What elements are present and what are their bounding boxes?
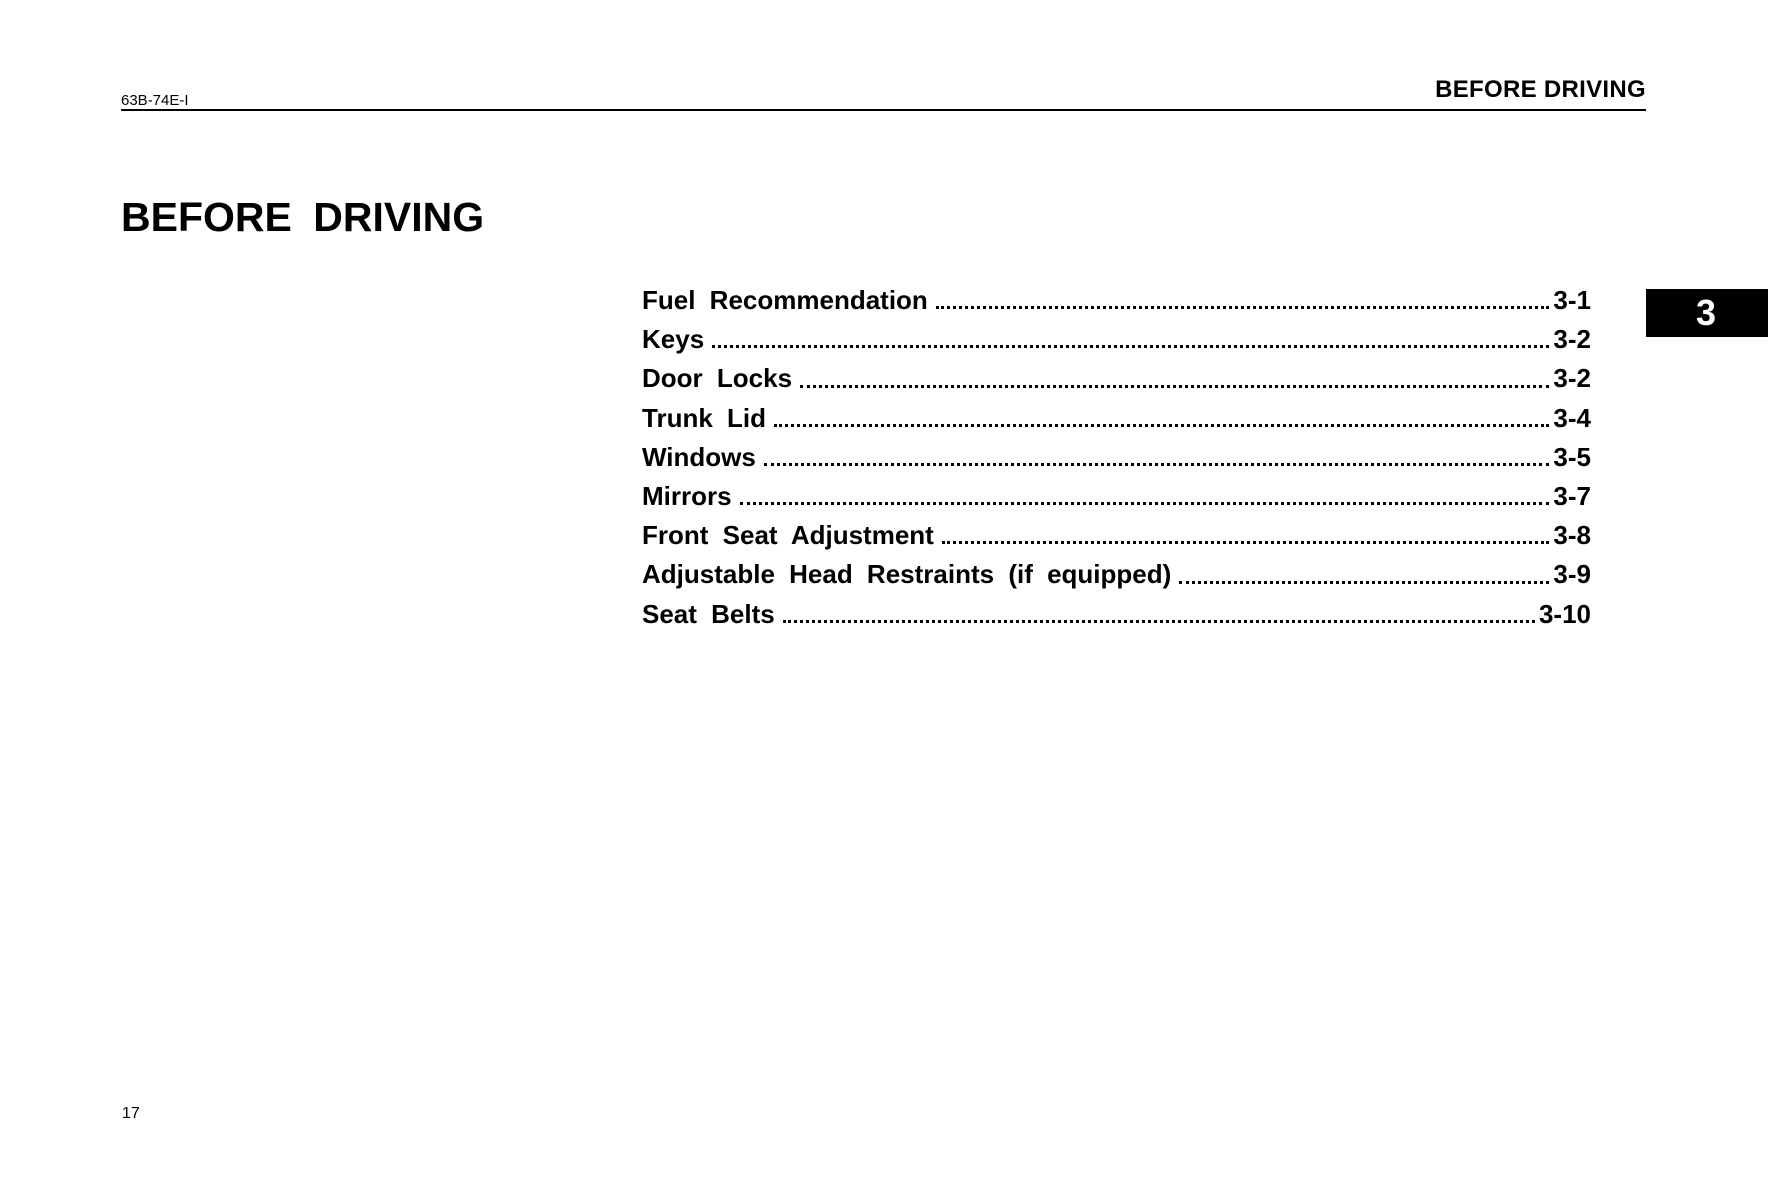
toc-entry-page: 3-9: [1553, 559, 1591, 590]
toc-entry-front-seat-adjustment[interactable]: [642, 520, 1591, 559]
toc-entry-page: 3-1: [1553, 285, 1591, 315]
toc-dot-leader: [800, 385, 1549, 388]
toc-entry-label: Fuel Recommendation: [642, 285, 928, 315]
toc-entry-label: Trunk Lid: [642, 402, 766, 433]
page-number: 17: [122, 1105, 140, 1122]
toc-dot-leader: [712, 345, 1549, 348]
chapter-tab-marker: 3: [1646, 289, 1768, 337]
running-header-title: BEFORE DRIVING: [1435, 76, 1646, 103]
toc-entry-page: 3-5: [1553, 441, 1591, 472]
toc-dot-leader: [764, 463, 1550, 466]
toc-entry-label: Seat Belts: [642, 598, 775, 629]
toc-dot-leader: [1179, 581, 1549, 584]
toc-entry-page: 3-2: [1553, 324, 1591, 355]
toc-entry-page: 3-10: [1538, 598, 1591, 629]
toc-entry-keys[interactable]: [642, 324, 1591, 363]
toc-dot-leader: [740, 502, 1550, 505]
toc-entry-label: Mirrors: [642, 480, 732, 511]
toc-entry-page: 3-4: [1553, 402, 1591, 433]
toc-entry-label: Keys: [642, 324, 705, 355]
toc-entry-mirrors[interactable]: [642, 481, 1591, 520]
chapter-title: BEFORE DRIVING: [121, 194, 485, 240]
toc-entry-seat-belts[interactable]: [642, 599, 1591, 638]
toc-dot-leader: [783, 620, 1535, 623]
table-of-contents: [642, 285, 1591, 638]
toc-dot-leader: [942, 541, 1550, 544]
toc-entry-label: Door Locks: [642, 363, 793, 394]
toc-entry-label: Front Seat Adjustment: [642, 520, 934, 551]
toc-entry-trunk-lid[interactable]: [642, 403, 1591, 442]
toc-entry-page: 3-7: [1553, 480, 1591, 511]
toc-entry-label: Windows: [642, 441, 756, 472]
toc-entry-windows[interactable]: [642, 442, 1591, 481]
document-code: 63B-74E-I: [121, 92, 189, 109]
toc-entry-adjustable-head-restraints[interactable]: [642, 559, 1591, 598]
toc-entry-label: Adjustable Head Restraints (if equipped): [642, 559, 1172, 590]
toc-dot-leader: [774, 424, 1549, 427]
toc-entry-page: 3-2: [1553, 363, 1591, 394]
toc-entry-page: 3-8: [1553, 520, 1591, 551]
toc-dot-leader: [936, 306, 1550, 309]
toc-entry-fuel-recommendation[interactable]: [642, 285, 1591, 324]
header-rule: [121, 109, 1646, 111]
toc-entry-door-locks[interactable]: [642, 363, 1591, 402]
